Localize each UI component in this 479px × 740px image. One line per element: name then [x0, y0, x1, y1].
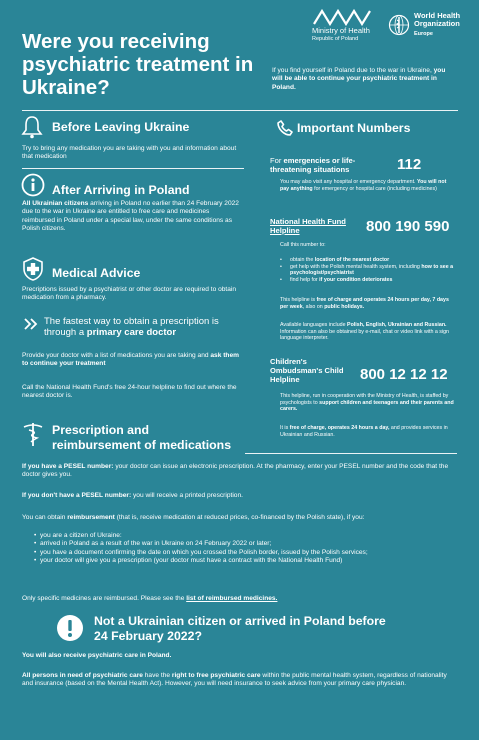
- nfz-lang-end: Information can also be obtained by e-mail, chat or video link with a sign language interpreter.: [280, 328, 450, 342]
- nfz-item-bold: if your condition deteriorates: [319, 276, 393, 283]
- advice-text: Precriptions issued by a psychiatrist or other doctor are required to obtain medication from a pharmacy.: [22, 286, 237, 302]
- reimbursement-bold: reimbursement: [67, 514, 115, 521]
- info-icon: [21, 173, 45, 197]
- bell-icon: [21, 115, 43, 139]
- page-title: Were you receiving psychiatric treatment in Ukraine?: [22, 30, 254, 99]
- child-text-plain: This helpline, run in cooperation with the Ministry of Health, is staffed by psychologists to: [280, 393, 449, 406]
- not-citizen-heading-2: 24 February 2022?: [94, 629, 203, 643]
- nfz-list-item: [280, 264, 458, 277]
- nfz-free-bold: free of charge and operates 24 hours per day, 7 days per week: [280, 297, 449, 310]
- who-name-1: World Health: [414, 11, 461, 20]
- fastest-way-text: [44, 316, 249, 338]
- nfz-item-bold: how to see a psychologist/psychiatrist: [290, 263, 454, 277]
- pesel-text: [22, 463, 452, 480]
- not-citizen-heading: [94, 614, 386, 644]
- header-divider: [22, 110, 458, 111]
- also-receive-text: You will also receive psychiatric care in Poland.: [22, 652, 172, 659]
- who-name-2: Organization: [414, 19, 460, 28]
- only-specific-plain: Only specific medicines are reimbursed. Please see the: [22, 595, 187, 602]
- child-helpline-free: [280, 425, 458, 438]
- ministry-of-health-logo: [312, 8, 374, 42]
- prescription-heading: [52, 423, 231, 453]
- numbers-heading: Important Numbers: [297, 121, 411, 135]
- before-text: Try to bring any medication you are taking with you and information about that medication: [22, 145, 237, 161]
- child-helpline-text: [280, 393, 458, 413]
- reimbursed-medicines-link[interactable]: list of reimbursed medicines.: [186, 595, 278, 602]
- reimbursement-list-item: • your doctor will give you a prescription (your doctor must have a contract with the National Health Fund): [26, 557, 456, 565]
- emergency-note-plain: You may also visit any hospital or emergency department.: [280, 179, 418, 185]
- child-helpline-label: Children's Ombudsman's Child Helpline: [270, 357, 344, 384]
- emergency-note-bold: You will not pay anything: [280, 179, 447, 192]
- nfz-list-item: [280, 277, 458, 284]
- who-emblem-icon: [388, 14, 410, 36]
- reimbursement-list-item: • you are a citizen of Ukraine:: [26, 532, 456, 540]
- all-persons-mid: have the: [142, 672, 172, 679]
- child-free-plain: It is: [280, 425, 290, 431]
- fastest-bold: primary care doctor: [86, 327, 177, 338]
- reimbursement-list-item: • arrived in Poland as a result of the war in Ukraine on 24 February 2022 or later;: [26, 540, 456, 548]
- provide-plain: Provide your doctor with a list of medications you are taking and: [22, 352, 211, 359]
- after-text: [22, 200, 244, 233]
- alert-icon: [56, 614, 84, 642]
- intro-plain: If you find yourself in Poland due to the war in Ukraine,: [272, 67, 434, 74]
- moh-name: Ministry of Health: [312, 26, 370, 35]
- after-text-bold: All Ukrainian citizens: [22, 200, 89, 207]
- double-chevron-icon: [24, 318, 38, 330]
- nfz-lang-bold: Polish, English, Ukrainian and Russian.: [347, 322, 447, 328]
- all-persons-text: [22, 672, 458, 689]
- reimbursement-plain-end: (that is, receive medication at reduced prices, co-financed by the Polish state), if you:: [114, 514, 365, 521]
- emergency-note: [280, 179, 456, 192]
- prescription-heading-1: Prescription and: [52, 423, 150, 437]
- medical-shield-icon: [21, 256, 45, 282]
- all-persons-bold2: right to free psychiatric care: [171, 672, 261, 679]
- emergency-label-plain: For: [270, 156, 284, 165]
- nfz-lang-plain: Available languages include: [280, 322, 348, 328]
- child-free-end: and provides services in Ukrainian and Russian.: [280, 425, 448, 438]
- fastest-plain: The fastest way to obtain a prescription is through a: [44, 316, 219, 338]
- nfz-languages-text: [280, 322, 458, 342]
- no-pesel-bold: If you don't have a PESEL number:: [22, 492, 132, 499]
- after-heading: After Arriving in Poland: [52, 183, 190, 197]
- who-logo: [388, 12, 460, 38]
- nfz-item-plain: get help with the Polish mental health system, including: [290, 263, 422, 270]
- prescription-heading-2: reimbursement of medications: [52, 438, 232, 452]
- reimbursement-text: [22, 514, 462, 522]
- nfz-list-item: [280, 257, 458, 264]
- provide-text: [22, 352, 244, 369]
- pesel-bold: If you have a PESEL number:: [22, 463, 114, 470]
- nfz-label: National Health Fund Helpline: [270, 217, 346, 235]
- intro-bold: you will be able to continue your psychiatric treatment in Poland.: [272, 67, 446, 91]
- nfz-free-bold2: public holidays.: [324, 303, 365, 310]
- reimbursement-list-item: • you have a document confirming the date on which you crossed the Polish border, issued by the Polish services;: [26, 549, 456, 557]
- prescription-divider: [245, 453, 457, 454]
- before-divider: [22, 168, 244, 169]
- not-citizen-heading-1: Not a Ukrainian citizen or arrived in Poland before: [94, 614, 386, 628]
- nfz-item-plain: find help for: [290, 276, 320, 283]
- nfz-free-text: [280, 297, 456, 310]
- emergency-label-bold: emergencies or life-threatening situations: [270, 156, 356, 174]
- after-text-plain: arriving in Poland no earlier than 24 February 2022 due to the war in Ukraine are entitled to free care and medicines reimbursed in Poland under a special law, under the same conditions as Polish citizens.: [22, 200, 239, 232]
- advice-heading: Medical Advice: [52, 266, 141, 280]
- nfz-free-mid: , also on: [302, 303, 325, 310]
- only-specific-text: [22, 595, 452, 603]
- reimbursement-list: [26, 532, 456, 565]
- nfz-number: 800 190 590: [366, 218, 450, 235]
- caduceus-icon: [21, 421, 45, 447]
- nfz-item-plain: obtain the: [290, 257, 315, 263]
- all-persons-bold: All persons in need of psychiatric care: [22, 672, 143, 679]
- before-heading: Before Leaving Ukraine: [52, 120, 190, 134]
- nfz-call: Call this number to:: [280, 242, 326, 248]
- child-text-bold: support children and teenagers and their parents and carers.: [280, 399, 454, 413]
- who-region: Europe: [414, 31, 433, 37]
- emergency-number: 112: [397, 156, 422, 173]
- call-text: Call the National Health Fund's free 24-hour helpline to find out where the nearest doctor is.: [22, 384, 237, 400]
- provide-bold: ask them to continue your treatment: [22, 352, 239, 368]
- ministry-logo-icon: [312, 8, 374, 26]
- child-helpline-number: 800 12 12 12: [360, 366, 448, 383]
- logo-area: [312, 8, 460, 42]
- moh-country: Republic of Poland: [312, 35, 359, 42]
- emergency-note-end: for emergency or hospital care (including medicines): [312, 185, 437, 192]
- pesel-plain: your doctor can issue an electronic prescription. At the pharmacy, enter your PESEL number and the code that the doctor gives you.: [22, 463, 449, 479]
- nfz-free-plain: This helpline is: [280, 297, 317, 303]
- intro-text: [272, 67, 452, 92]
- phone-icon: [277, 120, 293, 136]
- no-pesel-plain: you will receive a printed prescription.: [131, 492, 243, 499]
- child-free-bold: free of charge, operates 24 hours a day,: [289, 425, 390, 431]
- nfz-item-bold: location of the nearest doctor: [314, 257, 390, 263]
- nfz-list: [280, 257, 458, 283]
- all-persons-plain: within the public mental health system, regardless of nationality and insurance (based on the Mental Health Act). However, you will need insurance to seek advice from your primary care physician.: [22, 672, 447, 688]
- no-pesel-text: [22, 492, 452, 500]
- emergency-label: [270, 156, 388, 174]
- reimbursement-plain: You can obtain: [22, 514, 68, 521]
